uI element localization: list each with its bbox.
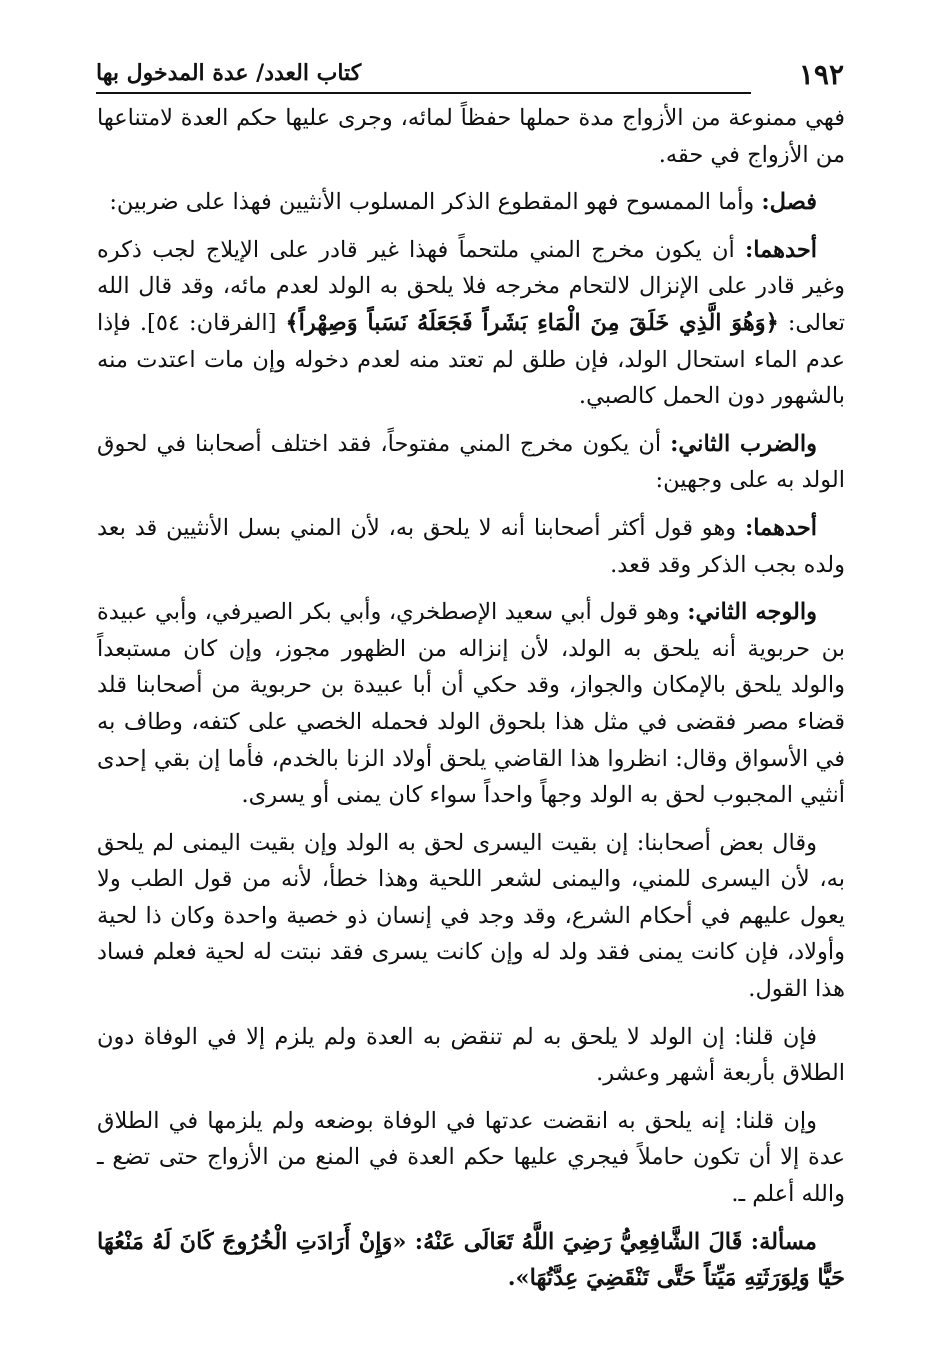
paragraph-text: وهو قول أكثر أصحابنا أنه لا يلحق به، لأن المني بسل الأنثيين قد بعد ولده بجب الذكر وقد قعد. <box>97 514 845 578</box>
verse-reference: [الفرقان: ٥٤]. <box>139 309 286 336</box>
paragraph-lead: والوجه الثاني: <box>687 599 817 626</box>
page-number: ١٩٢ <box>798 58 844 91</box>
paragraph-8 <box>97 1019 845 1092</box>
paragraph-text: فهي ممنوعة من الأزواج مدة حملها حفظاً لمائه، وجرى عليها حكم العدة لامتناعها من الأزواج في حقه. <box>97 105 845 168</box>
paragraph-text: أن يكون مخرج المني مفتوحاً، فقد اختلف أصحابنا في لحوق الولد به على وجهين: <box>97 430 845 494</box>
paragraph-lead: والضرب الثاني: <box>670 430 817 457</box>
paragraph-text: وهو قول أبي سعيد الإصطخري، وأبي بكر الصيرفي، وأبي عبيدة بن حربوية أنه يلحق به الولد، لأن إنزاله من الظهور مجوز، وإن كان مستبعداً والولد يلحق بالإمكان والجواز، وقد حكي أن أبا عبيدة بن حربوية من أصحابنا قلد قضاء مصر فقضى في مثل هذا بلحوق الولد فحمله الخصي على كتفه، وطاف به في الأسواق وقال: انظروا هذا القاضي يلحق أولاد الزنا بالخدم، فأما إن بقي إحدى أنثيي المجبوب لحق به الولد وجهاً واحداً سواء كان يمنى أو يسرى. <box>97 599 845 809</box>
running-title: كتاب العدد/ عدة المدخول بها <box>96 60 362 86</box>
paragraph-text: وقال بعض أصحابنا: إن بقيت اليسرى لحق به الولد وإن بقيت اليمنى لم يلحق به، لأن اليسرى للمني، واليمنى لشعر اللحية وهذا خطأ، لأنه من قول الطب ولا يعول عليهم في أحكام الشرع، وقد وجد في إنسان ذو خصية واحدة وكان ذا لحية وأولاد، فإن كانت يمنى فقد ولد له وإن كانت يسرى فقد نبتت له لحية فعلم فساد هذا القول. <box>97 829 845 1003</box>
section-heading: مسألة: <box>750 1228 817 1255</box>
paragraph-3 <box>97 232 845 415</box>
paragraph-7 <box>97 825 845 1008</box>
paragraph-lead: أحدهما: <box>744 236 817 263</box>
section-heading: فصل: <box>761 189 817 216</box>
paragraph-text: وأما الممسوح فهو المقطوع الذكر المسلوب الأنثيين فهذا على ضربين: <box>109 189 762 216</box>
paragraph-text: وإن قلنا: إنه يلحق به انقضت عدتها في الوفاة بوضعه ولم يلزمها في الطلاق عدة إلا أن تكون حاملاً فيجري عليها حكم العدة في المنع من الأزواج حتى تضع ـ والله أعلم ـ. <box>97 1107 845 1208</box>
header-rule <box>96 92 751 94</box>
paragraph-1 <box>97 100 845 173</box>
quran-verse: ﴿وَهُوَ الَّذِي خَلَقَ مِنَ الْمَاءِ بَشَراً فَجَعَلَهُ نَسَباً وَصِهْراً﴾ <box>285 309 779 336</box>
paragraph-6 <box>97 594 845 814</box>
paragraph-lead: أحدهما: <box>744 514 817 541</box>
paragraph-2 <box>97 184 845 221</box>
page-body <box>97 100 845 1308</box>
paragraph-10 <box>97 1224 845 1297</box>
page-header <box>96 58 844 92</box>
paragraph-text: فإذا عدم الماء استحال الولد، فإن طلق لم تعتد منه لعدم دخوله وإن مات اعتدت منه بالشهور دون الحمل كالصبي. <box>97 309 845 410</box>
paragraph-9 <box>97 1103 845 1213</box>
paragraph-5 <box>97 510 845 583</box>
paragraph-text: أن يكون مخرج المني ملتحماً فهذا غير قادر على الإيلاج لجب ذكره وغير قادر على الإنزال لالتحام مخرجه فلا يلحق به الولد لعدم مائه، وقد قال الله تعالى: <box>97 236 845 336</box>
paragraph-text: فإن قلنا: إن الولد لا يلحق به لم تنقض به العدة ولم يلزم إلا في الوفاة دون الطلاق بأربعة أشهر وعشر. <box>97 1023 845 1087</box>
paragraph-4 <box>97 426 845 499</box>
quote-text: قَالَ الشَّافِعِيُّ رَضِيَ اللَّهُ تَعَالَى عَنْهُ: «وَإِنْ أَرَادَتِ الْخُرُوجَ كَانَ لَهُ مَنْعُهَا حَيًّا وَلِوَرَثَتِهِ مَيِّتاً حَتَّى تَنْقَضِيَ عِدَّتُهَا». <box>97 1228 845 1292</box>
